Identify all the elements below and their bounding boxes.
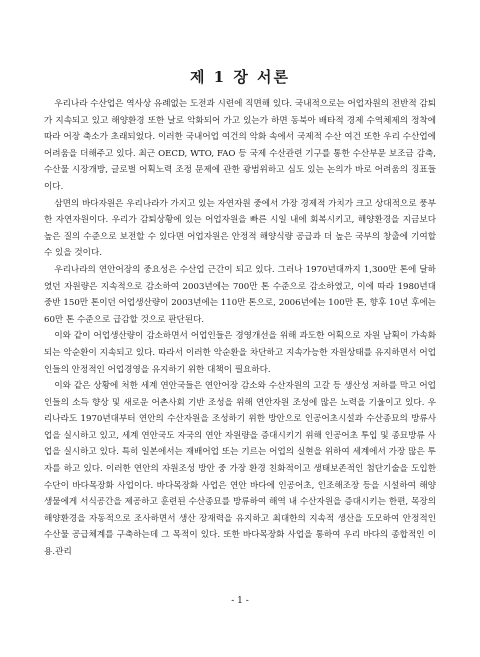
body-text — [44, 96, 436, 561]
paragraph: 이와 같은 상황에 처한 세계 연안국들은 연안어장 감소와 수산자원의 고갈 등 생산성 저하를 막고 어업인들의 소득 향상 및 새로운 어촌사회 기반 조성을 위해 연안자원 조성에 많은 노력을 기울이고 있다. 우리나라도 1970년대부터 연안의 수산자원을 조성하기 위한 방안으로 인공어초시설과 수산종묘의 방류사업을 실시하고 있고, 세계 연안국도 자국의 연안 자원량을 증대시키기 위해 인공어초 투입 및 종묘방류 사업을 실시하고 있다. 특히 일본에서는 재배어업 또는 기르는 어업의 실현을 위하여 세계에서 가장 많은 투자를 하고 있다. 이러한 연안의 자원조성 방안 중 가장 환경 친화적이고 생태보존적인 첨단기술을 도입한 수단이 바다목장화 사업이다. 바다목장화 사업은 연안 바다에 인공어초, 인조해조장 등을 시설하여 해양생물에게 서식공간을 제공하고 훈련된 수산종묘를 방류하여 해역 내 수산자원을 증대시키는 한편, 목장의 해양환경을 자동적으로 조사하면서 생산 장재력을 유지하고 최대한의 지속적 생산을 도모하여 안정적인 수산물 공급체계를 구축하는데 그 목적이 있다. 또한 바다목장화 사업을 통하여 우리 바다의 종합적인 이용․관리 — [44, 381, 436, 558]
page-number: - 1 - — [231, 596, 249, 606]
paragraph: 삼면의 바다자원은 우리나라가 가지고 있는 자연자원 중에서 가장 경제적 가치가 크고 상대적으로 풍부한 자연자원이다. 우리가 감퇴상황에 있는 어업자원을 빠른 시일 내에 회복시키고, 해양환경을 지금보다 높은 질의 수준으로 보전할 수 있다면 어업자원은 안정적 해양식량 공급과 더 높은 국부의 창출에 기여할 수 있을 것이다. — [44, 198, 436, 259]
chapter-title: 제 1 장 서론 — [189, 68, 291, 86]
paragraph: 이와 같이 어업생산량이 감소하면서 어업인들은 경영개선을 위해 과도한 어획으로 자원 남획이 가속화되는 악순환이 지속되고 있다. 따라서 이러한 악순환을 차단하고 지속가능한 자원상태를 유지하면서 어업인들의 안정적인 어업경영을 유지하기 위한 대책이 필요하다. — [44, 331, 436, 375]
paragraph: 우리나라 수산업은 역사상 유례없는 도전과 시련에 직면해 있다. 국내적으로는 어업자원의 전반적 감퇴가 지속되고 있고 해양환경 또한 날로 악화되어 가고 있는가 하면 동북아 배타적 경제 수역체제의 정착에 따라 어장 축소가 초래되었다. 이러한 국내어업 여건의 악화 속에서 국제적 수산 여건 또한 우리 수산업에 어려움을 더해주고 있다. 최근 OECD, WTO, FAO 등 국제 수산관련 기구를 통한 수산부문 보조금 감축, 수산물 시장개방, 글로벌 어획노력 조정 문제에 관한 광범위하고 심도 있는 논의가 바로 어려움의 징표들이다. — [44, 99, 436, 192]
paragraph: 우리나라의 연안어장의 중요성은 수산업 근간이 되고 있다. 그러나 1970년대까지 1,300만 톤에 달하였던 자원량은 지속적으로 감소하여 2003년에는 700만 톤 수준으로 감소하였고, 이에 따라 1980년대 중반 150만 톤이던 어업생산량이 2003년에는 110만 톤으로, 2006년에는 100만 톤, 향후 10년 후에는 60만 톤 수준으로 급감할 것으로 판단된다. — [44, 264, 436, 325]
